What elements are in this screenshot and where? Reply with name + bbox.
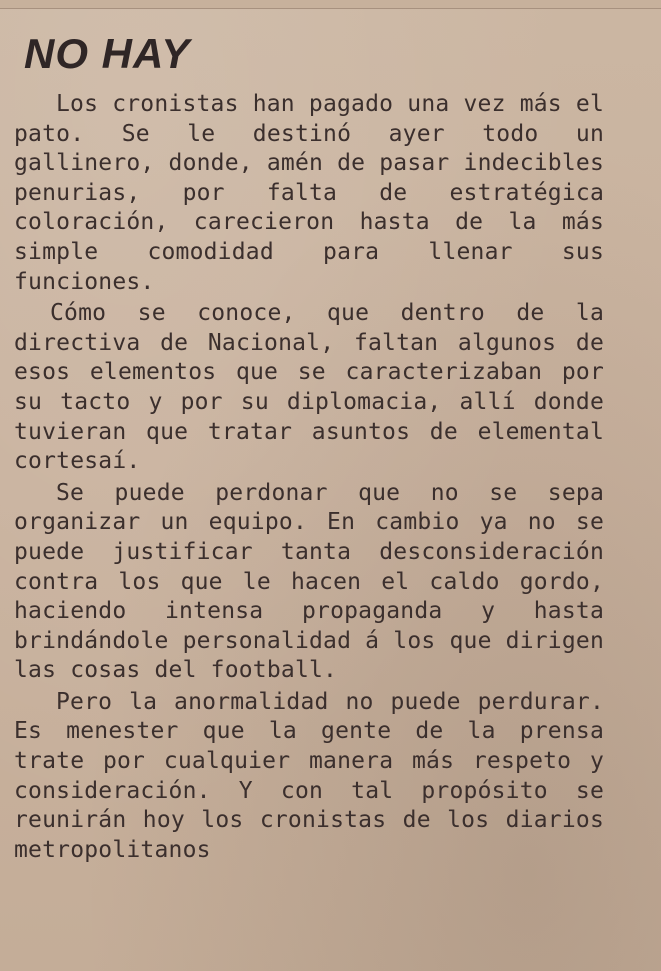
- article-paragraph-3: Se puede perdonar que no se sepa organizar un equipo. En cambio ya no se puede justificar tanta desconsideración contra los que le hacen el caldo gordo, haciendo intensa propaganda y hasta brindándole personalidad á los que dirigen las cosas del football.: [14, 479, 604, 684]
- article-paragraph-2: Cómo se conoce, que dentro de la directiva de Nacional, faltan algunos de esos elementos que se caracterizaban por su tacto y por su diplomacia, allí donde tuvieran que tratar asuntos de elemental cortesaí.: [14, 300, 604, 475]
- article-paragraph-4: Pero la anormalidad no puede perdurar. Es menester que la gente de la prensa trate por cualquier manera más respeto y consideración. Y con tal propósito se reunirán hoy los cronistas de los diarios metropolitanos: [14, 688, 604, 863]
- article-paragraph-1: Los cronistas han pagado una vez más el pato. Se le destinó ayer todo un gallinero, donde, amén de pasar indecibles penurias, por falta de estratégica coloración, carecieron hasta de la más simple comodidad para llenar sus funciones.: [14, 91, 604, 295]
- previous-article-edge: [0, 0, 661, 9]
- newspaper-article: [14, 24, 604, 867]
- article-headline: NO HAY: [24, 30, 191, 77]
